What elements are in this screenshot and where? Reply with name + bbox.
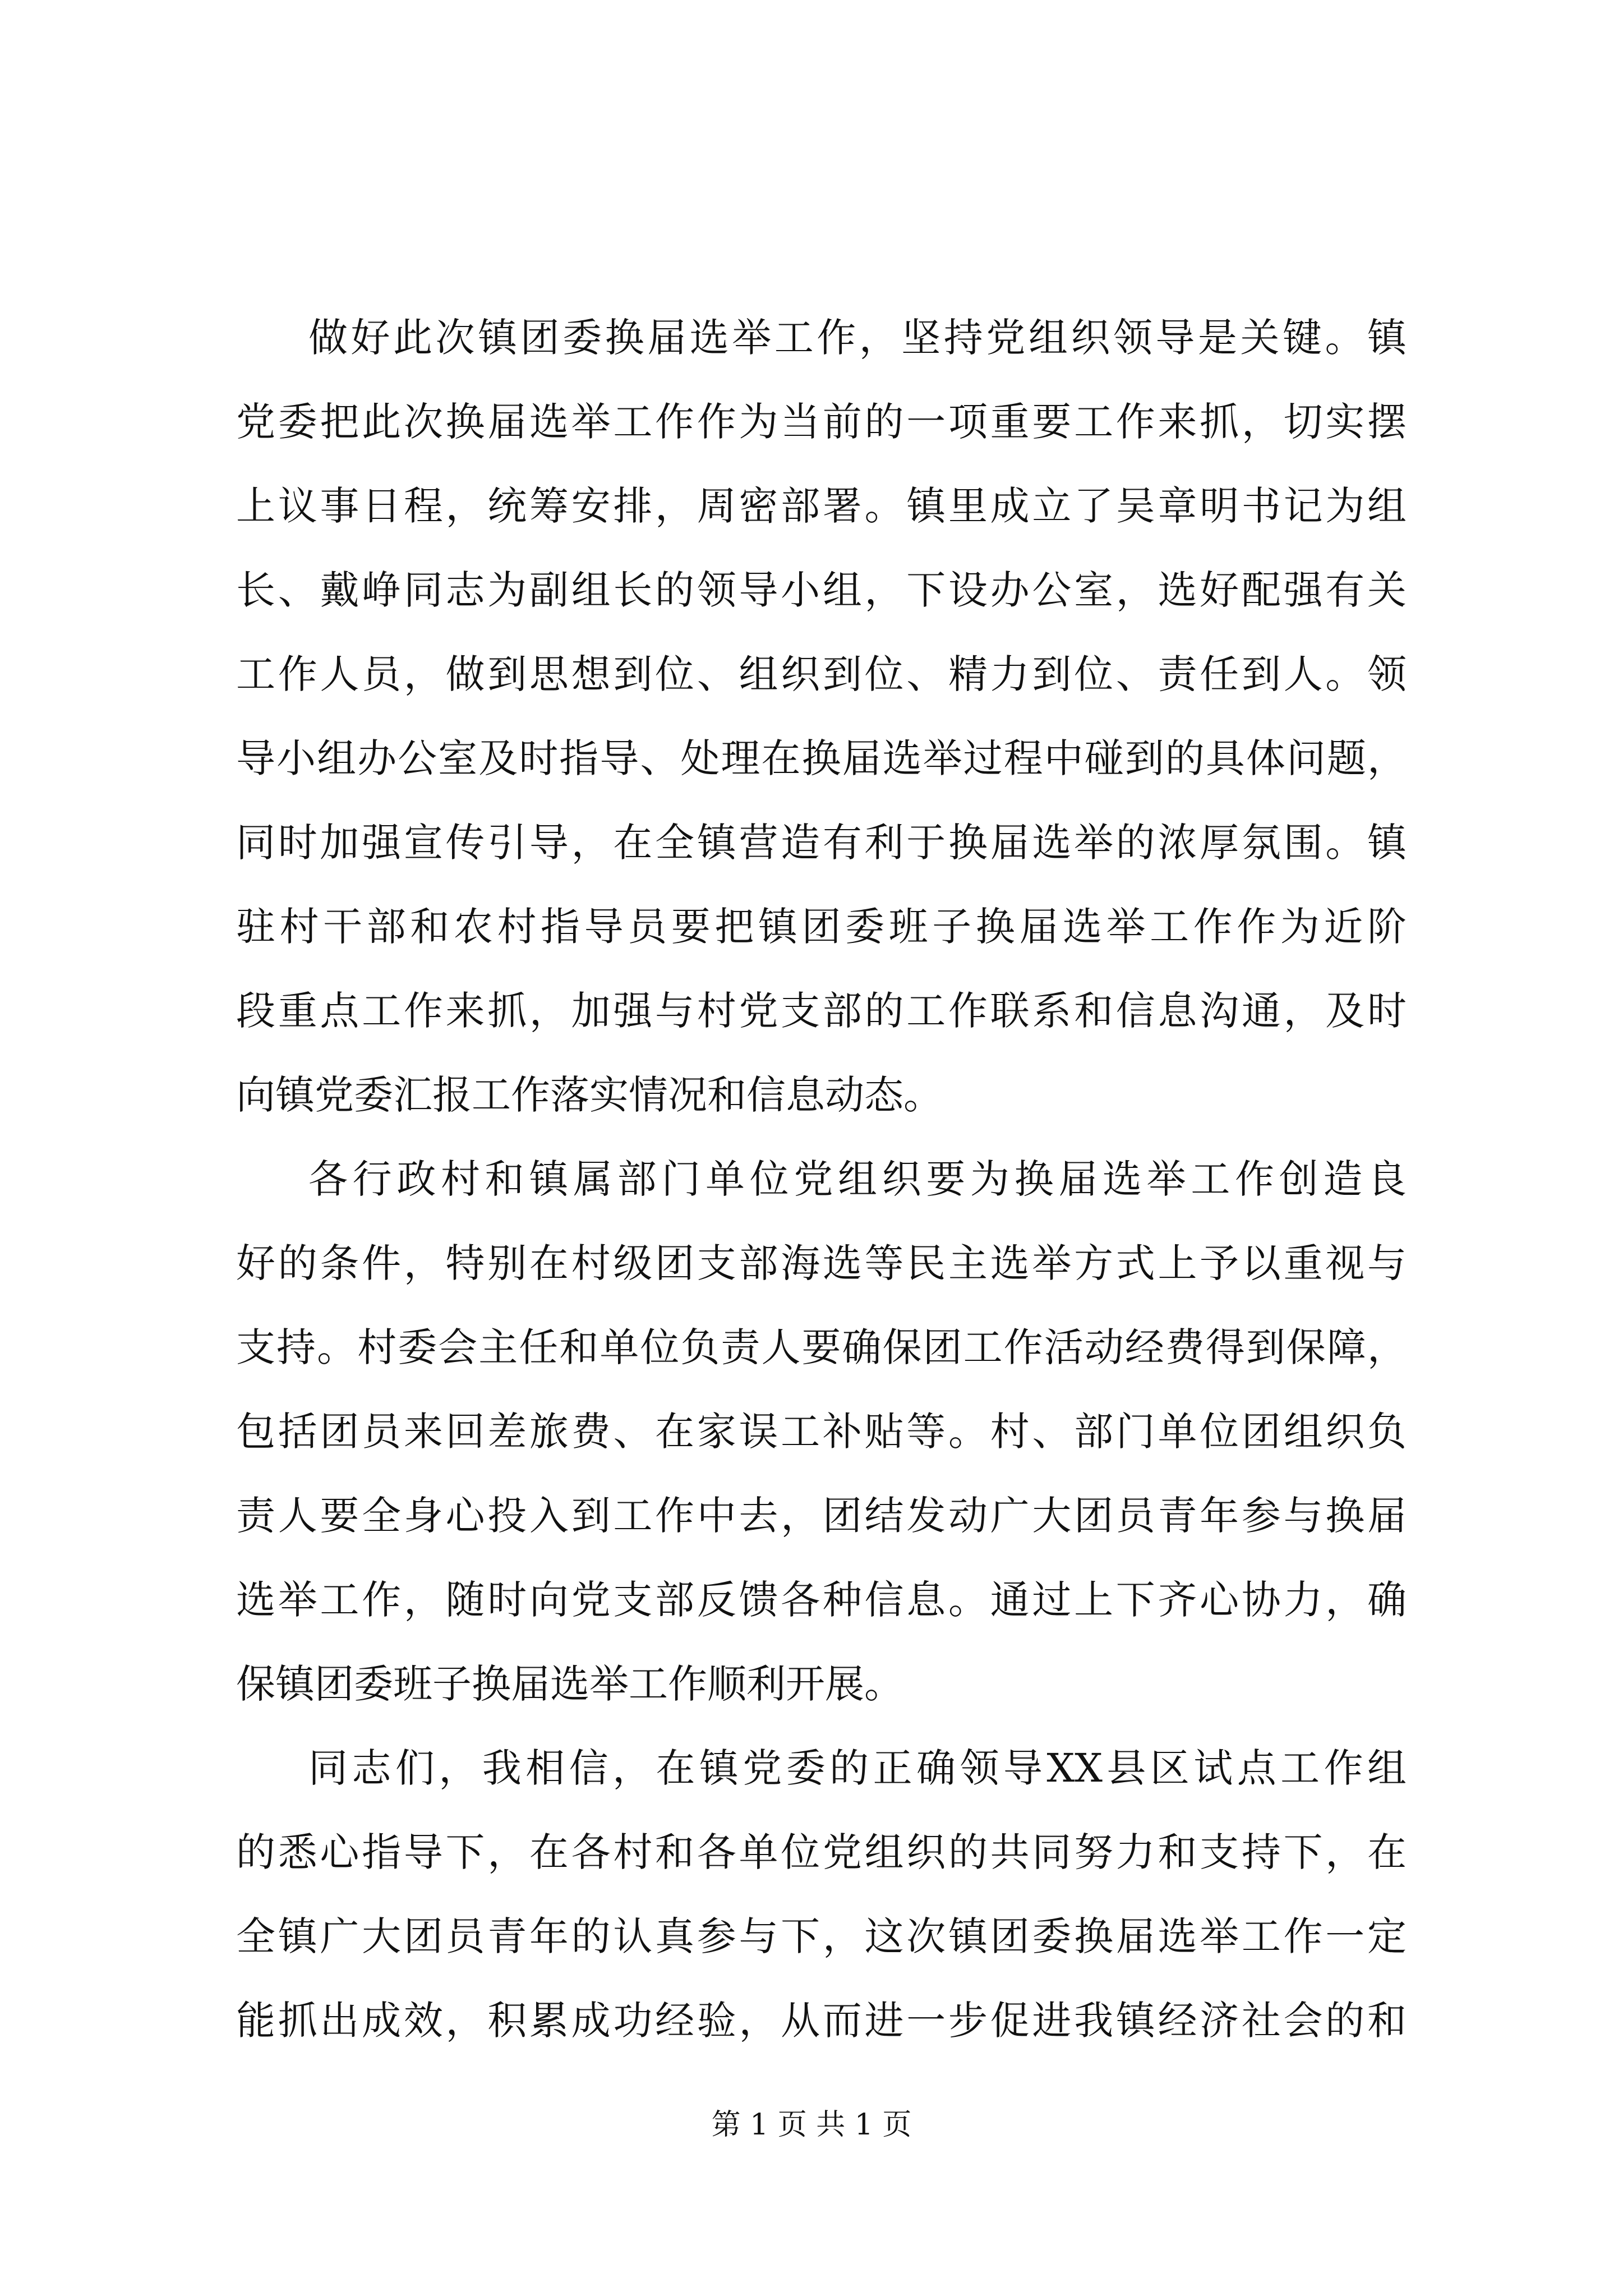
paragraph-1-line-10: 向镇党委汇报工作落实情况和信息动态。 <box>236 1072 943 1118</box>
paragraph-2-line-1: 各行政村和镇属部门单位党组织要为换届选举工作创造良 <box>308 1156 1407 1202</box>
paragraph-2-line-7: 保镇团委班子换届选举工作顺利开展。 <box>236 1661 903 1707</box>
paragraph-1-line-7: 同时加强宣传引导，在全镇营造有利于换届选举的浓厚氛围。镇 <box>236 820 1407 866</box>
paragraph-3-line-1: 同志们，我相信，在镇党委的正确领导XX县区试点工作组 <box>308 1745 1407 1791</box>
paragraph-1-line-3: 上议事日程，统筹安排，周密部署。镇里成立了吴章明书记为组 <box>236 483 1407 529</box>
paragraph-2-line-4: 包括团员来回差旅费、在家误工补贴等。村、部门单位团组织负 <box>236 1409 1407 1455</box>
paragraph-1-line-2: 党委把此次换届选举工作作为当前的一项重要工作来抓，切实摆 <box>236 399 1407 445</box>
paragraph-3-line-4: 能抓出成效，积累成功经验，从而进一步促进我镇经济社会的和 <box>236 1998 1407 2044</box>
paragraph-3-line-3: 全镇广大团员青年的认真参与下，这次镇团委换届选举工作一定 <box>236 1913 1407 1959</box>
paragraph-2-line-6: 选举工作，随时向党支部反馈各种信息。通过上下齐心协力，确 <box>236 1577 1407 1623</box>
paragraph-2-line-3: 支持。村委会主任和单位负责人要确保团工作活动经费得到保障， <box>236 1324 1407 1370</box>
paragraph-1-line-6: 导小组办公室及时指导、处理在换届选举过程中碰到的具体问题， <box>236 735 1407 781</box>
paragraph-1-line-5: 工作人员，做到思想到位、组织到位、精力到位、责任到人。领 <box>236 651 1407 697</box>
paragraph-3-line-2: 的悉心指导下，在各村和各单位党组织的共同努力和支持下，在 <box>236 1829 1407 1875</box>
page-number-footer: 第 1 页 共 1 页 <box>711 2108 912 2142</box>
paragraph-2-line-5: 责人要全身心投入到工作中去，团结发动广大团员青年参与换届 <box>236 1493 1407 1539</box>
paragraph-2-line-2: 好的条件，特别在村级团支部海选等民主选举方式上予以重视与 <box>236 1240 1407 1286</box>
paragraph-1-line-4: 长、戴峥同志为副组长的领导小组，下设办公室，选好配强有关 <box>236 567 1407 613</box>
paragraph-1-line-8: 驻村干部和农村指导员要把镇团委班子换届选举工作作为近阶 <box>236 904 1407 950</box>
paragraph-1-line-9: 段重点工作来抓，加强与村党支部的工作联系和信息沟通，及时 <box>236 988 1407 1034</box>
paragraph-1-line-1: 做好此次镇团委换届选举工作，坚持党组织领导是关键。镇 <box>308 315 1407 361</box>
